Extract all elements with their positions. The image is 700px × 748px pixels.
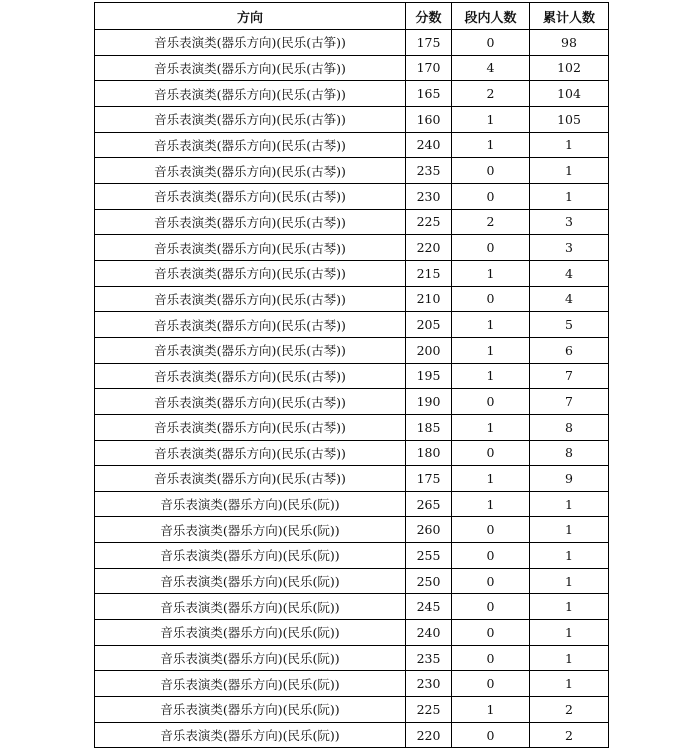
table-row — [95, 260, 609, 286]
direction-cell: 音乐表演类(器乐方向)(民乐(阮)) — [95, 697, 406, 723]
cumulative-count-cell: 102 — [530, 55, 609, 81]
score-cell: 240 — [406, 132, 452, 158]
cumulative-count-cell: 3 — [530, 235, 609, 261]
score-cell: 230 — [406, 671, 452, 697]
segment-count-cell: 0 — [452, 568, 530, 594]
score-cell: 175 — [406, 30, 452, 56]
score-table-container — [94, 2, 609, 748]
cumulative-count-cell: 1 — [530, 671, 609, 697]
score-cell: 250 — [406, 568, 452, 594]
score-cell: 235 — [406, 158, 452, 184]
segment-count-cell: 0 — [452, 389, 530, 415]
cumulative-count-cell: 4 — [530, 286, 609, 312]
cumulative-count-cell: 6 — [530, 337, 609, 363]
cumulative-count-cell: 8 — [530, 414, 609, 440]
segment-count-cell: 2 — [452, 81, 530, 107]
segment-count-cell: 1 — [452, 106, 530, 132]
cumulative-count-cell: 8 — [530, 440, 609, 466]
segment-count-cell: 1 — [452, 697, 530, 723]
score-cell: 220 — [406, 235, 452, 261]
segment-count-cell: 0 — [452, 440, 530, 466]
score-cell: 225 — [406, 697, 452, 723]
direction-cell: 音乐表演类(器乐方向)(民乐(古琴)) — [95, 158, 406, 184]
segment-count-cell: 0 — [452, 722, 530, 748]
score-cell: 255 — [406, 543, 452, 569]
segment-count-cell: 0 — [452, 183, 530, 209]
cumulative-count-cell: 7 — [530, 389, 609, 415]
score-cell: 170 — [406, 55, 452, 81]
segment-count-cell: 2 — [452, 209, 530, 235]
cumulative-count-cell: 2 — [530, 722, 609, 748]
score-cell: 180 — [406, 440, 452, 466]
score-cell: 245 — [406, 594, 452, 620]
score-cell: 175 — [406, 466, 452, 492]
table-row — [95, 645, 609, 671]
direction-cell: 音乐表演类(器乐方向)(民乐(古琴)) — [95, 312, 406, 338]
table-row — [95, 235, 609, 261]
direction-cell: 音乐表演类(器乐方向)(民乐(阮)) — [95, 517, 406, 543]
header-score: 分数 — [406, 3, 452, 30]
direction-cell: 音乐表演类(器乐方向)(民乐(古琴)) — [95, 440, 406, 466]
table-row — [95, 81, 609, 107]
score-table — [94, 2, 609, 748]
score-cell: 205 — [406, 312, 452, 338]
cumulative-count-cell: 1 — [530, 568, 609, 594]
score-cell: 200 — [406, 337, 452, 363]
header-row — [95, 3, 609, 30]
direction-cell: 音乐表演类(器乐方向)(民乐(古琴)) — [95, 235, 406, 261]
score-cell: 165 — [406, 81, 452, 107]
table-row — [95, 594, 609, 620]
cumulative-count-cell: 9 — [530, 466, 609, 492]
table-row — [95, 440, 609, 466]
table-row — [95, 620, 609, 646]
score-cell: 215 — [406, 260, 452, 286]
score-cell: 230 — [406, 183, 452, 209]
direction-cell: 音乐表演类(器乐方向)(民乐(阮)) — [95, 645, 406, 671]
score-cell: 225 — [406, 209, 452, 235]
score-cell: 265 — [406, 491, 452, 517]
direction-cell: 音乐表演类(器乐方向)(民乐(古琴)) — [95, 389, 406, 415]
direction-cell: 音乐表演类(器乐方向)(民乐(古琴)) — [95, 183, 406, 209]
cumulative-count-cell: 1 — [530, 543, 609, 569]
segment-count-cell: 0 — [452, 671, 530, 697]
table-row — [95, 209, 609, 235]
table-row — [95, 491, 609, 517]
segment-count-cell: 0 — [452, 235, 530, 261]
direction-cell: 音乐表演类(器乐方向)(民乐(阮)) — [95, 543, 406, 569]
table-row — [95, 158, 609, 184]
cumulative-count-cell: 105 — [530, 106, 609, 132]
cumulative-count-cell: 1 — [530, 620, 609, 646]
table-body — [95, 30, 609, 748]
cumulative-count-cell: 98 — [530, 30, 609, 56]
direction-cell: 音乐表演类(器乐方向)(民乐(古琴)) — [95, 363, 406, 389]
cumulative-count-cell: 1 — [530, 594, 609, 620]
cumulative-count-cell: 2 — [530, 697, 609, 723]
table-row — [95, 697, 609, 723]
score-cell: 210 — [406, 286, 452, 312]
direction-cell: 音乐表演类(器乐方向)(民乐(阮)) — [95, 722, 406, 748]
table-row — [95, 466, 609, 492]
table-row — [95, 312, 609, 338]
cumulative-count-cell: 5 — [530, 312, 609, 338]
segment-count-cell: 1 — [452, 132, 530, 158]
cumulative-count-cell: 7 — [530, 363, 609, 389]
cumulative-count-cell: 4 — [530, 260, 609, 286]
score-cell: 235 — [406, 645, 452, 671]
score-cell: 260 — [406, 517, 452, 543]
table-row — [95, 389, 609, 415]
direction-cell: 音乐表演类(器乐方向)(民乐(古琴)) — [95, 414, 406, 440]
table-row — [95, 30, 609, 56]
cumulative-count-cell: 1 — [530, 645, 609, 671]
direction-cell: 音乐表演类(器乐方向)(民乐(阮)) — [95, 568, 406, 594]
segment-count-cell: 4 — [452, 55, 530, 81]
segment-count-cell: 1 — [452, 414, 530, 440]
direction-cell: 音乐表演类(器乐方向)(民乐(古筝)) — [95, 55, 406, 81]
header-cumulative-count: 累计人数 — [530, 3, 609, 30]
direction-cell: 音乐表演类(器乐方向)(民乐(古筝)) — [95, 81, 406, 107]
direction-cell: 音乐表演类(器乐方向)(民乐(古琴)) — [95, 286, 406, 312]
score-cell: 190 — [406, 389, 452, 415]
segment-count-cell: 1 — [452, 363, 530, 389]
table-row — [95, 286, 609, 312]
direction-cell: 音乐表演类(器乐方向)(民乐(阮)) — [95, 594, 406, 620]
score-cell: 160 — [406, 106, 452, 132]
table-row — [95, 568, 609, 594]
segment-count-cell: 1 — [452, 466, 530, 492]
direction-cell: 音乐表演类(器乐方向)(民乐(阮)) — [95, 620, 406, 646]
segment-count-cell: 0 — [452, 517, 530, 543]
table-row — [95, 106, 609, 132]
cumulative-count-cell: 3 — [530, 209, 609, 235]
segment-count-cell: 0 — [452, 158, 530, 184]
table-row — [95, 543, 609, 569]
cumulative-count-cell: 104 — [530, 81, 609, 107]
segment-count-cell: 1 — [452, 260, 530, 286]
table-row — [95, 722, 609, 748]
score-cell: 185 — [406, 414, 452, 440]
table-row — [95, 517, 609, 543]
segment-count-cell: 0 — [452, 594, 530, 620]
cumulative-count-cell: 1 — [530, 132, 609, 158]
direction-cell: 音乐表演类(器乐方向)(民乐(古琴)) — [95, 466, 406, 492]
segment-count-cell: 1 — [452, 337, 530, 363]
table-row — [95, 183, 609, 209]
cumulative-count-cell: 1 — [530, 517, 609, 543]
header-direction: 方向 — [95, 3, 406, 30]
header-segment-count: 段内人数 — [452, 3, 530, 30]
direction-cell: 音乐表演类(器乐方向)(民乐(古琴)) — [95, 132, 406, 158]
segment-count-cell: 0 — [452, 620, 530, 646]
direction-cell: 音乐表演类(器乐方向)(民乐(阮)) — [95, 491, 406, 517]
table-row — [95, 671, 609, 697]
table-row — [95, 55, 609, 81]
direction-cell: 音乐表演类(器乐方向)(民乐(古琴)) — [95, 337, 406, 363]
cumulative-count-cell: 1 — [530, 183, 609, 209]
direction-cell: 音乐表演类(器乐方向)(民乐(古筝)) — [95, 30, 406, 56]
segment-count-cell: 1 — [452, 491, 530, 517]
segment-count-cell: 0 — [452, 286, 530, 312]
cumulative-count-cell: 1 — [530, 491, 609, 517]
cumulative-count-cell: 1 — [530, 158, 609, 184]
direction-cell: 音乐表演类(器乐方向)(民乐(阮)) — [95, 671, 406, 697]
score-cell: 220 — [406, 722, 452, 748]
direction-cell: 音乐表演类(器乐方向)(民乐(古筝)) — [95, 106, 406, 132]
table-row — [95, 414, 609, 440]
segment-count-cell: 0 — [452, 645, 530, 671]
segment-count-cell: 1 — [452, 312, 530, 338]
score-cell: 240 — [406, 620, 452, 646]
table-row — [95, 337, 609, 363]
segment-count-cell: 0 — [452, 30, 530, 56]
segment-count-cell: 0 — [452, 543, 530, 569]
table-row — [95, 363, 609, 389]
score-cell: 195 — [406, 363, 452, 389]
table-row — [95, 132, 609, 158]
direction-cell: 音乐表演类(器乐方向)(民乐(古琴)) — [95, 260, 406, 286]
direction-cell: 音乐表演类(器乐方向)(民乐(古琴)) — [95, 209, 406, 235]
